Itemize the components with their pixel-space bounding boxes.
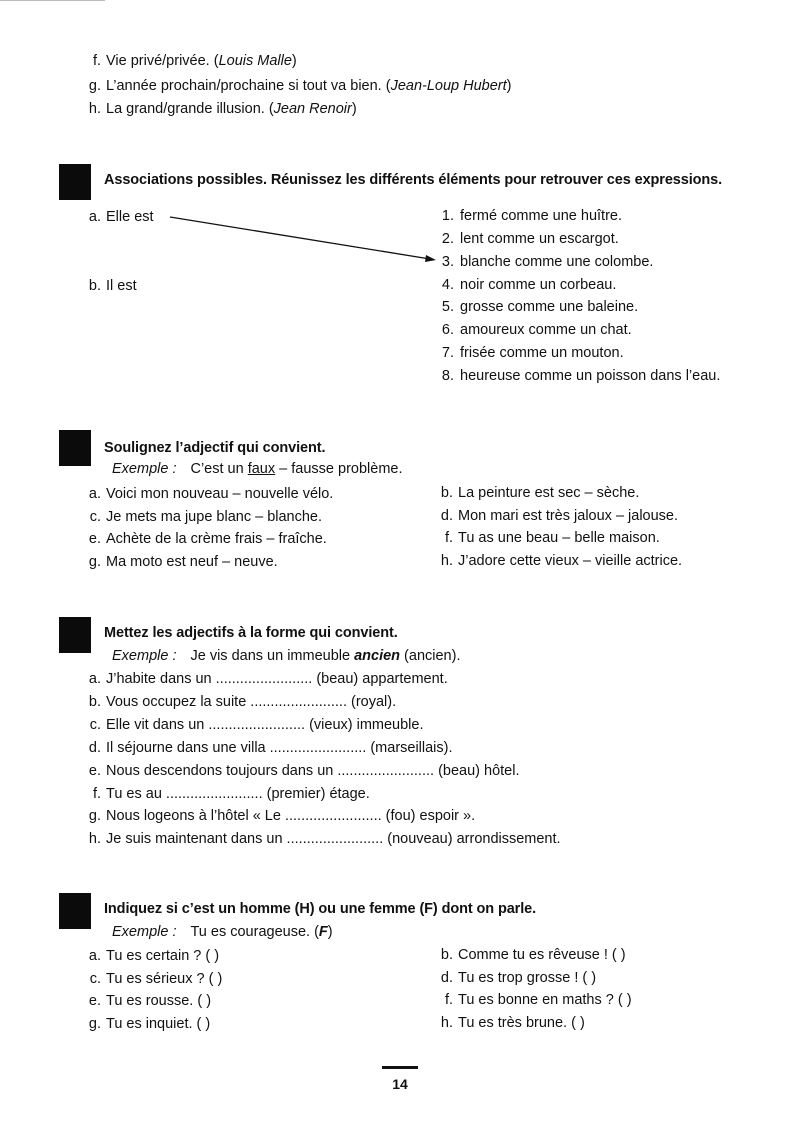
example-line: Exemple : Tu es courageuse. (F) xyxy=(112,924,333,940)
right-item: 7. frisée comme un mouton. xyxy=(441,345,624,361)
exercise-marker-block xyxy=(59,430,91,466)
list-item: h. Tu es très brune. ( ) xyxy=(440,1015,585,1031)
list-item: e. Achète de la crème frais – fraîche. xyxy=(88,531,327,547)
exercise-heading: Indiquez si c’est un homme (H) ou une femme (F) dont on parle. xyxy=(104,901,537,917)
list-item: g. Ma moto est neuf – neuve. xyxy=(88,554,278,570)
exercise-heading: Soulignez l’adjectif qui convient. xyxy=(104,440,326,456)
right-item: 2. lent comme un escargot. xyxy=(441,231,619,247)
list-item: g. Tu es inquiet. ( ) xyxy=(88,1016,211,1032)
fill-in-item: c. Elle vit dans un ........................ (vieux) immeuble. xyxy=(89,717,424,733)
list-item: b. Comme tu es rêveuse ! ( ) xyxy=(440,947,626,963)
exercise-marker-block xyxy=(59,617,91,653)
list-item: h. La grand/grande illusion. (Jean Renoir) xyxy=(88,101,357,117)
right-item: 6. amoureux comme un chat. xyxy=(441,322,632,338)
exercise-marker-block xyxy=(59,893,91,929)
fill-in-item: a. J’habite dans un ........................ (beau) appartement. xyxy=(88,671,448,687)
list-item: e. Tu es rousse. ( ) xyxy=(88,993,212,1009)
example-line: Exemple : Je vis dans un immeuble ancien (ancien). xyxy=(112,648,461,664)
list-item: d. Tu es trop grosse ! ( ) xyxy=(440,970,597,986)
list-item: c. Je mets ma jupe blanc – blanche. xyxy=(89,509,323,525)
fill-in-item: h. Je suis maintenant dans un ........................ (nouveau) arrondissement. xyxy=(88,831,561,847)
right-item: 8. heureuse comme un poisson dans l’eau. xyxy=(441,368,721,384)
list-item: b. La peinture est sec – sèche. xyxy=(440,485,640,501)
fill-in-item: g. Nous logeons à l’hôtel « Le ........................ (fou) espoir ». xyxy=(88,808,476,824)
right-item: 3. blanche comme une colombe. xyxy=(441,254,654,270)
list-item: f. Tu es bonne en maths ? ( ) xyxy=(444,992,632,1008)
list-item: d. Mon mari est très jaloux – jalouse. xyxy=(440,508,679,524)
right-item: 5. grosse comme une baleine. xyxy=(441,299,639,315)
fill-in-item: f. Tu es au ........................ (premier) étage. xyxy=(92,786,370,802)
fill-in-item: b. Vous occupez la suite ........................ (royal). xyxy=(88,694,397,710)
right-item: 4. noir comme un corbeau. xyxy=(441,277,617,293)
exercise-heading: Mettez les adjectifs à la forme qui convient. xyxy=(104,625,398,641)
list-item: a. Tu es certain ? ( ) xyxy=(88,948,220,964)
left-item-b: b. Il est xyxy=(88,278,137,294)
page-number: 14 xyxy=(392,1076,408,1092)
list-item: a. Voici mon nouveau – nouvelle vélo. xyxy=(88,486,334,502)
list-item: h. J’adore cette vieux – vieille actrice. xyxy=(440,553,683,569)
list-item: f. Tu as une beau – belle maison. xyxy=(444,530,660,546)
exercise-heading: Associations possibles. Réunissez les différents éléments pour retrouver ces expressions. xyxy=(104,172,723,188)
left-item-a: a. Elle est xyxy=(88,209,154,225)
list-item: g. L’année prochain/prochaine si tout va bien. (Jean-Loup Hubert) xyxy=(88,78,512,94)
fill-in-item: e. Nous descendons toujours dans un ........................ (beau) hôtel. xyxy=(88,763,520,779)
example-line: Exemple : C’est un faux – fausse problème. xyxy=(112,461,403,477)
page-number-rule xyxy=(382,1066,418,1069)
right-item: 1. fermé comme une huître. xyxy=(441,208,622,224)
list-item: c. Tu es sérieux ? ( ) xyxy=(89,971,223,987)
list-item: f. Vie privé/privée. (Louis Malle) xyxy=(92,53,297,69)
association-arrow xyxy=(0,0,800,300)
fill-in-item: d. Il séjourne dans une villa ........................ (marseillais). xyxy=(88,740,453,756)
